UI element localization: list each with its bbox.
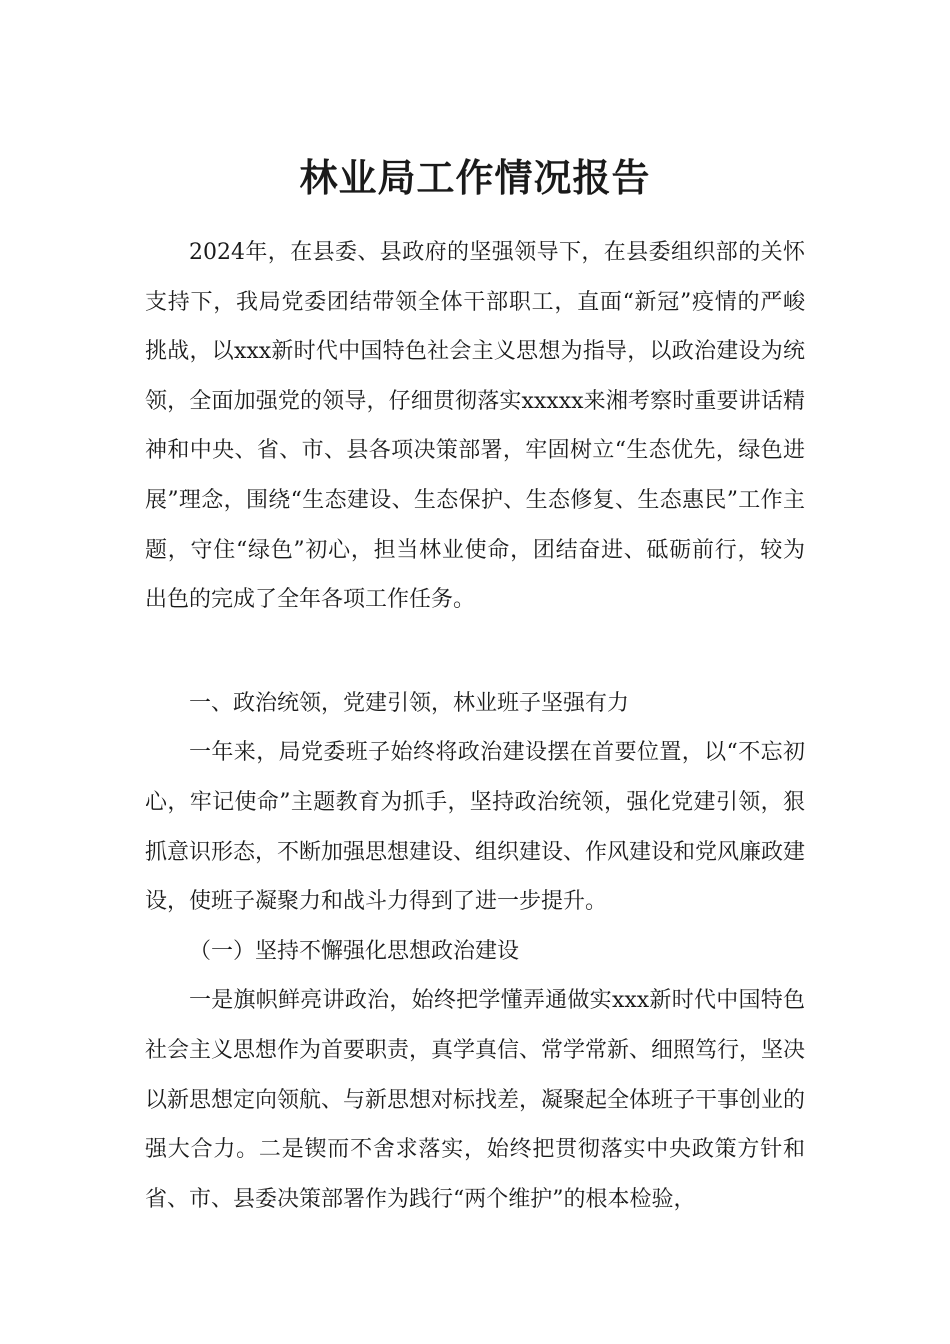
section-paragraph-1: 一年来，局党委班子始终将政治建设摆在首要位置，以“不忘初心，牢记使命”主题教育为抓手，坚持政治统领，强化党建引领，狠抓意识形态，不断加强思想建设、组织建设、作风建设和党风廉政建设，使班子凝聚力和战斗力得到了进一步提升。 (145, 740, 806, 915)
subsection-paragraph-1: 一是旗帜鲜亮讲政治，始终把学懂弄通做实xxx新时代中国特色社会主义思想作为首要职责，真学真信、常学常新、细照笃行，坚决以新思想定向领航、与新思想对标找差，凝聚起全体班子干事创业的强大合力。二是锲而不舍求落实，始终把贯彻落实中央政策方针和省、市、县委决策部署作为践行“两个维护”的根本检验， (145, 988, 806, 1212)
document-title: 林业局工作情况报告 (299, 156, 651, 201)
subsection-heading-1: （一）坚持不懈强化思想政治建设 (189, 938, 520, 964)
intro-paragraph: 2024年，在县委、县政府的坚强领导下，在县委组织部的关怀支持下，我局党委团结带领全体干部职工，直面“新冠”疫情的严峻挑战，以xxx新时代中国特色社会主义思想为指导，以政治建设为统领，全面加强党的领导，仔细贯彻落实xxxxx来湘考察时重要讲话精神和中央、省、市、县各项决策部署，牢固树立“生态优先，绿色进展”理念，围绕“生态建设、生态保护、生态修复、生态惠民”工作主题，守住“绿色”初心，担当林业使命，团结奋进、砥砺前行，较为出色的完成了全年各项工作任务。 (145, 240, 805, 613)
paragraph-spacer (145, 625, 805, 679)
document-body (145, 228, 805, 1224)
section-heading-1: 一、政治统领，党建引领，林业班子坚强有力 (189, 690, 630, 716)
